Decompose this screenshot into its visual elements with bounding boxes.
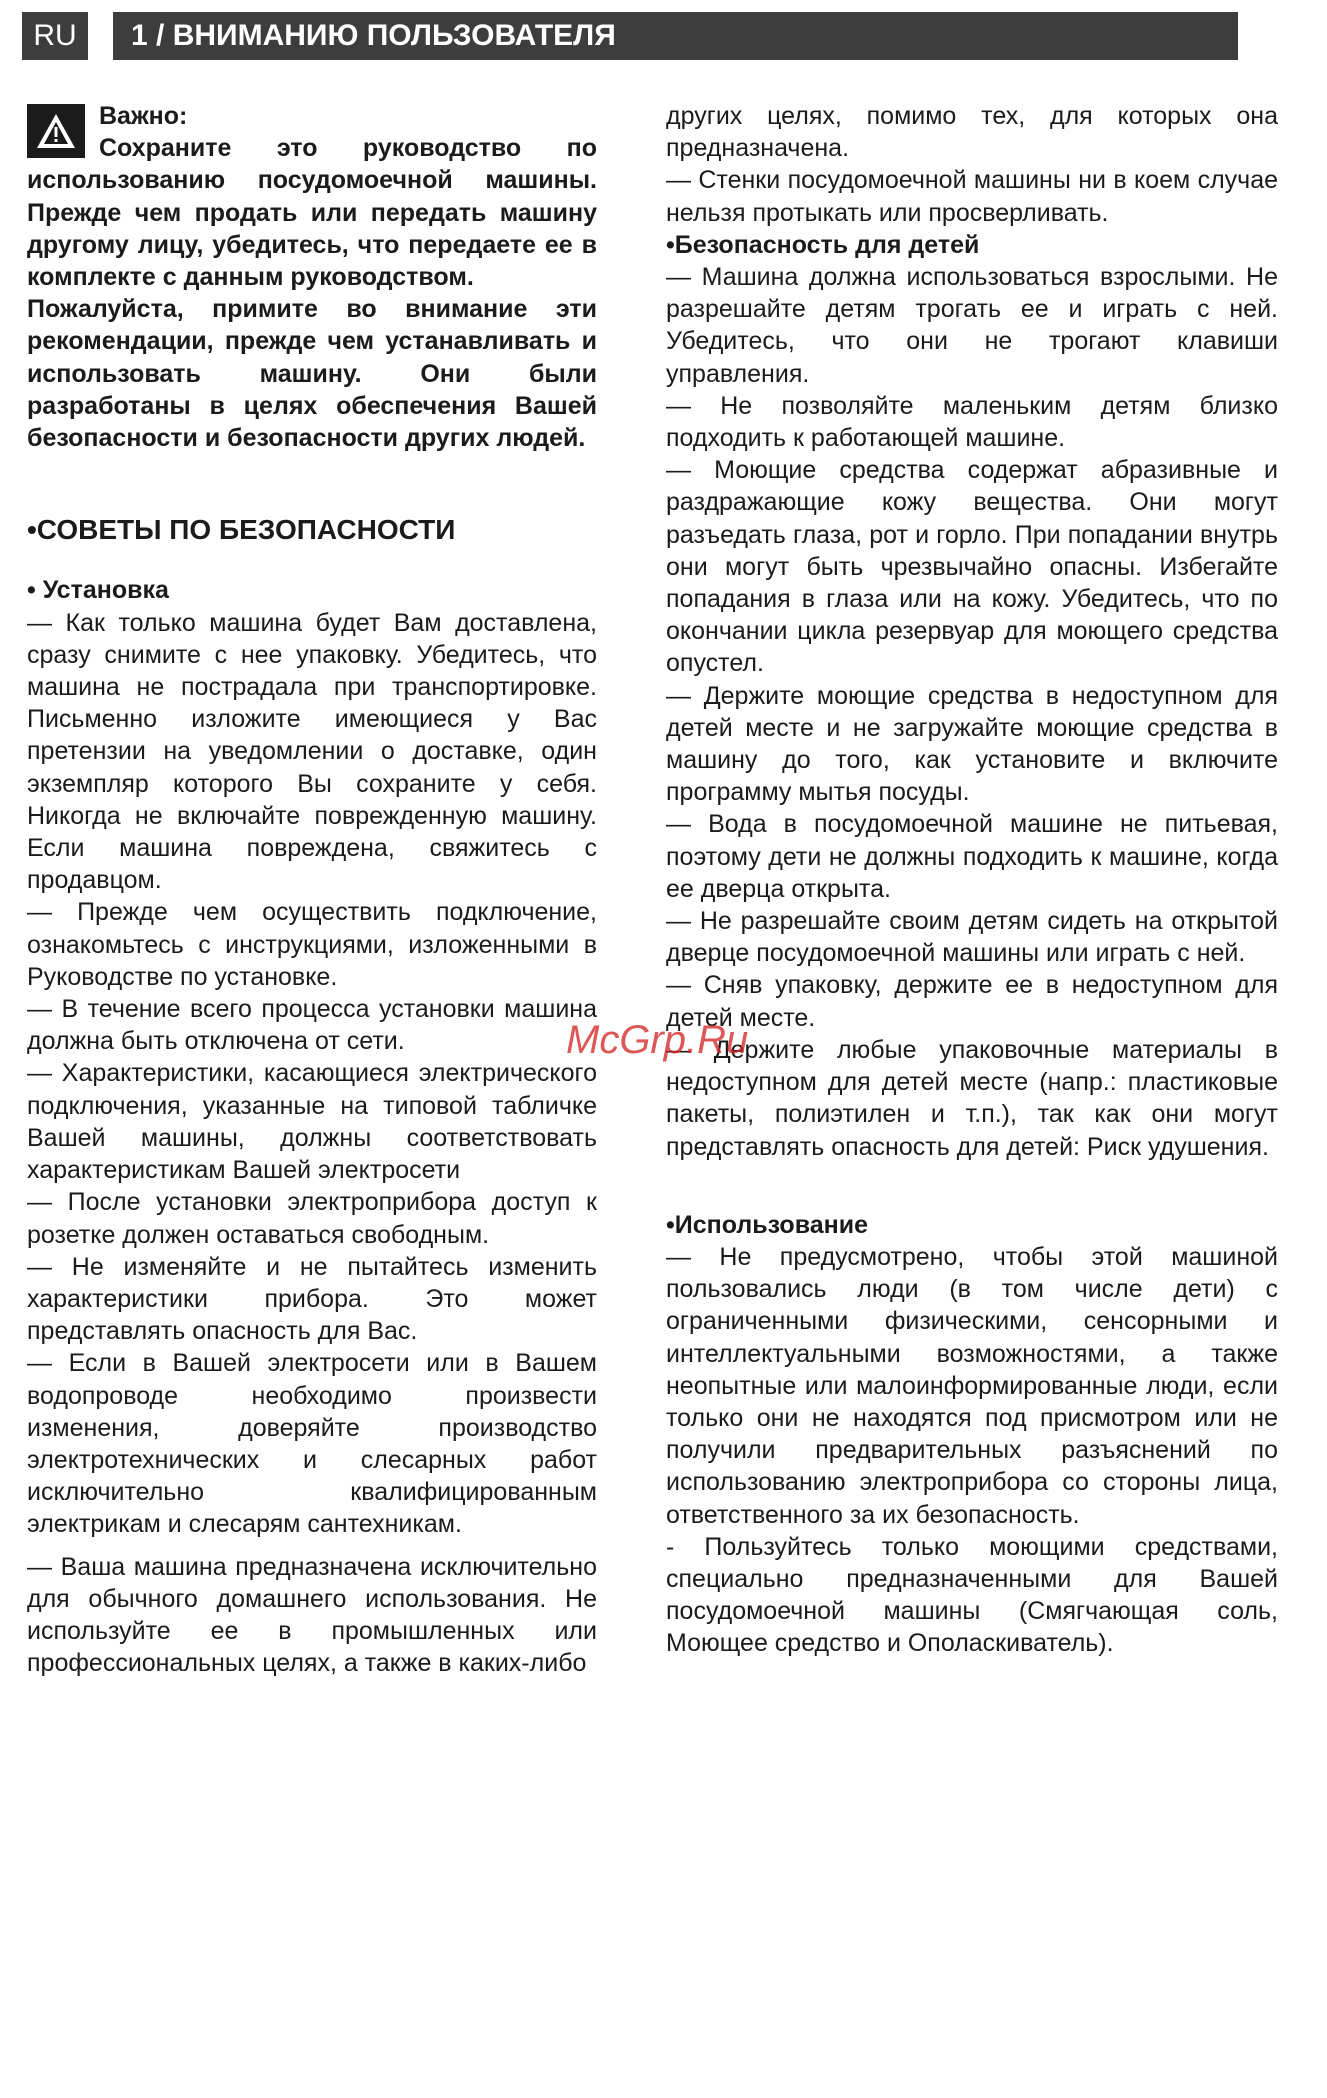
important-text-1: Сохраните это руководство по использованию посудомоечной машины. Прежде чем продать или передать машину другому лицу, убедитесь, что передаете ее в комплекте с данным руководством. <box>27 134 597 292</box>
language-badge: RU <box>22 12 88 60</box>
usage-item: — Не предусмотрено, чтобы этой машиной пользовались люди (в том числе дети) с ограниченными физическими, сенсорными и интеллектуальными возможностями, а также неопытные или малоинформированные люди, если только они не находятся под присмотром или не получили предварительных разъяснений по использованию электроприбора со стороны лица, ответственного за их безопасность. <box>666 1242 1278 1529</box>
left-column <box>27 100 597 1679</box>
children-item: — Моющие средства содержат абразивные и раздражающие кожу вещества. Они могут разъедать глаза, рот и горло. При попадании внутрь они могут быть чрезвычайно опасны. Избегайте попадания в глаза или на кожу. Убедитесь, что по окончании цикла резервуар для моющего средства опустел. <box>666 456 1278 678</box>
children-item: — Держите моющие средства в недоступном для детей месте и не загружайте моющие средства в машину до того, как установите и включите программу мытья посуды. <box>666 681 1278 807</box>
usage-title: •Использование <box>666 1210 869 1239</box>
children-item: — Вода в посудомоечной машине не питьевая, поэтому дети не должны подходить к машине, когда ее дверца открыта. <box>666 810 1278 903</box>
install-item: — Прежде чем осуществить подключение, ознакомьтесь с инструкциями, изложенными в Руководстве по установке. <box>27 898 597 991</box>
install-item: — Ваша машина предназначена исключительно для обычного домашнего использования. Не используйте ее в промышленных или профессиональных целях, а также в каких-либо <box>27 1552 597 1678</box>
install-item: — В течение всего процесса установки машина должна быть отключена от сети. <box>27 995 597 1056</box>
important-text-2: Пожалуйста, примите во внимание эти рекомендации, прежде чем устанавливать и использовать машину. Они были разработаны в целях обеспечения Вашей безопасности и безопасности других людей. <box>27 295 597 453</box>
installation-title: • Установка <box>27 576 169 605</box>
children-item: — Держите любые упаковочные материалы в недоступном для детей месте (напр.: пластиковые пакеты, полиэтилен и т.п.), так как они могут представлять опасность для детей: Риск удушения. <box>666 1035 1278 1161</box>
warning-triangle-icon <box>27 104 85 158</box>
install-continuation: — Стенки посудомоечной машины ни в коем случае нельзя протыкать или просверливать. <box>666 166 1278 227</box>
watermark: McGrp.Ru <box>566 1018 749 1062</box>
children-item: — Машина должна использоваться взрослыми. Не разрешайте детям трогать ее и играть с ней. Убедитесь, что они не трогают клавиши управления. <box>666 263 1278 388</box>
install-item: — Как только машина будет Вам доставлена, сразу снимите с нее упаковку. Убедитесь, что машина не пострадала при транспортировке. Письменно изложите имеющиеся у Вас претензии на уведомлении о доставке, один экземпляр которого Вы сохраните у себя. Никогда не включайте поврежденную машину. Если машина повреждена, свяжитесь с продавцом. <box>27 608 597 895</box>
children-item: — Не позволяйте маленьким детям близко подходить к работающей машине. <box>666 391 1278 453</box>
right-column <box>666 100 1278 1660</box>
important-notice <box>27 100 597 454</box>
page-header-title: 1 / ВНИМАНИЮ ПОЛЬЗОВАТЕЛЯ <box>113 12 1238 60</box>
install-item: — Характеристики, касающиеся электрического подключения, указанные на типовой табличке Вашей машины, должны соответствовать характеристикам Вашей электросети <box>27 1059 597 1185</box>
install-item: — После установки электроприбора доступ к розетке должен оставаться свободным. <box>27 1188 597 1249</box>
children-safety-title: •Безопасность для детей <box>666 230 980 259</box>
install-item: — Если в Вашей электросети или в Вашем водопроводе необходимо произвести изменения, доверяйте производство электротехнических и слесарных работ исключительно квалифицированным электрикам и слесарям сантехникам. <box>27 1349 597 1539</box>
safety-section-title: •СОВЕТЫ ПО БЕЗОПАСНОСТИ <box>27 514 456 546</box>
install-continuation: других целях, помимо тех, для которых она предназначена. <box>666 102 1278 163</box>
children-item: — Сняв упаковку, держите ее в недоступном для детей месте. <box>666 971 1278 1032</box>
important-label: Важно: <box>99 102 188 130</box>
usage-item: - Пользуйтесь только моющими средствами, специально предназначенными для Вашей посудомоечной машины (Смягчающая соль, Моющее средство и Ополаскиватель). <box>666 1532 1278 1658</box>
install-item: — Не изменяйте и не пытайтесь изменить характеристики прибора. Это может представлять опасность для Вас. <box>27 1252 597 1346</box>
children-item: — Не разрешайте своим детям сидеть на открытой дверце посудомоечной машины или играть с ней. <box>666 907 1278 968</box>
